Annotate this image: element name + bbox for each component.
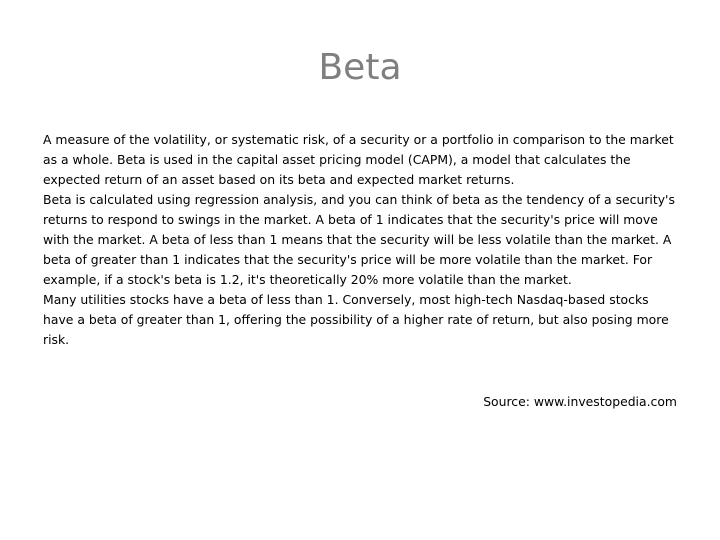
source-citation: Source: www.investopedia.com [483, 394, 677, 409]
paragraph-calculation: Beta is calculated using regression analysis, and you can think of beta as the tendency of a security's returns to respond to swings in the market. A beta of 1 indicates that the security's price will move with the market. A beta of less than 1 means that the security will be less volatile than the market. A beta of greater than 1 indicates that the security's price will be more volatile than the market. For example, if a stock's beta is 1.2, it's theoretically 20% more volatile than the market. [43, 192, 675, 287]
slide-title: Beta [318, 47, 402, 88]
paragraph-definition: A measure of the volatility, or systematic risk, of a security or a portfolio in comparison to the market as a whole. Beta is used in the capital asset pricing model (CAPM), a model that calculates the expected return of an asset based on its beta and expected market returns. [43, 132, 674, 187]
paragraph-examples: Many utilities stocks have a beta of less than 1. Conversely, most high-tech Nasdaq-based stocks have a beta of greater than 1, offering the possibility of a higher rate of return, but also posing more risk. [43, 292, 669, 347]
slide-body [43, 130, 679, 350]
